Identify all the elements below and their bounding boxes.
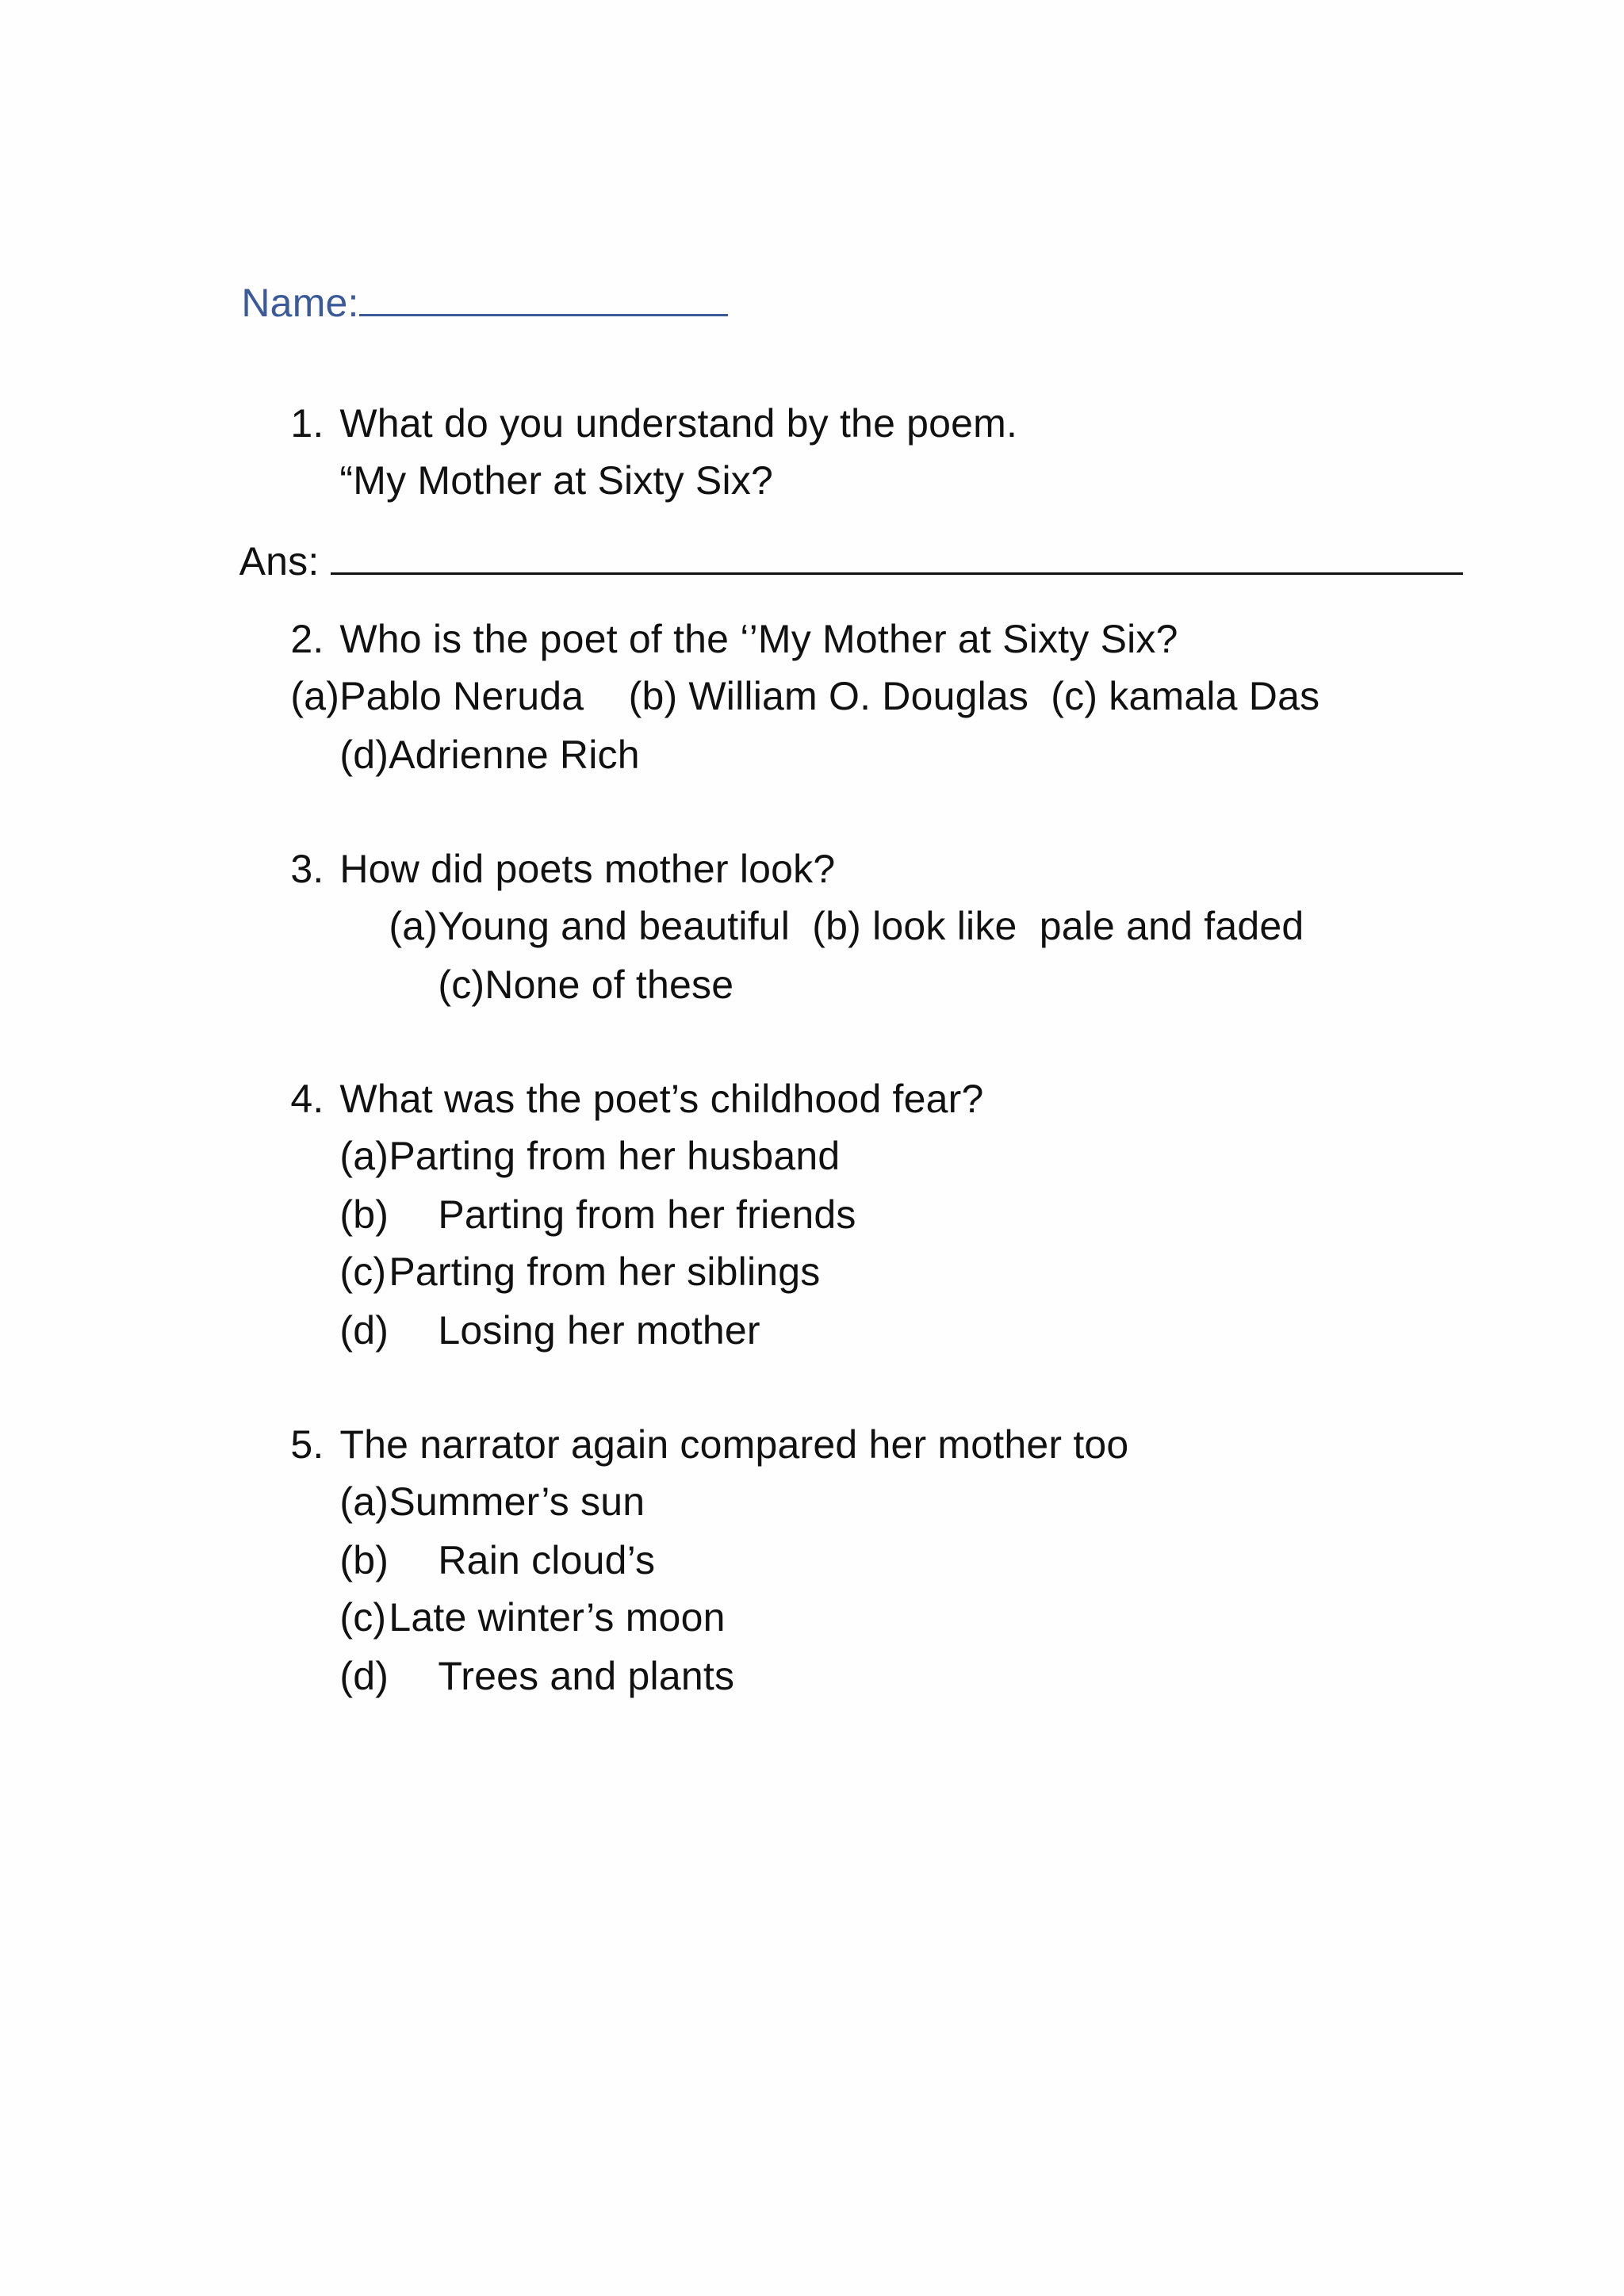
option-label: (a) (339, 1134, 389, 1178)
options-text: (c)None of these (438, 962, 734, 1007)
question-text: What was the poet’s childhood fear? (339, 1077, 984, 1121)
options-text: (a)Pablo Neruda (b) William O. Douglas (c) kamala Das (290, 674, 1320, 718)
name-blank-line[interactable] (359, 282, 728, 316)
option-text: Parting from her siblings (389, 1249, 821, 1294)
question-text: What do you understand by the poem. (339, 401, 1018, 446)
option-label: (a) (339, 1479, 389, 1524)
question-number: 5. (290, 1422, 324, 1467)
question-number: 4. (290, 1077, 324, 1121)
question-text: Who is the poet of the ‘’My Mother at Sixty Six? (339, 617, 1178, 661)
question-text: “My Mother at Sixty Six? (339, 458, 773, 503)
options-text: (d)Adrienne Rich (339, 733, 640, 777)
question-text: The narrator again compared her mother too (339, 1422, 1129, 1467)
option-label: (c) (339, 1249, 387, 1294)
options-text: (a)Young and beautiful (b) look like pale and faded (389, 904, 1304, 948)
option-text: Parting from her friends (438, 1192, 856, 1237)
question-number: 1. (290, 401, 324, 446)
option-label: (b) (339, 1538, 389, 1582)
option-text: Trees and plants (438, 1654, 735, 1698)
option-text: Losing her mother (438, 1308, 760, 1353)
option-text: Rain cloud’s (438, 1538, 656, 1582)
name-label: Name: (241, 281, 359, 325)
option-text: Parting from her husband (389, 1134, 841, 1178)
option-text: Summer’s sun (389, 1479, 645, 1524)
option-label: (b) (339, 1192, 389, 1237)
option-label: (d) (339, 1308, 389, 1353)
option-label: (c) (339, 1595, 387, 1640)
option-label: (d) (339, 1654, 389, 1698)
option-d (295, 1605, 734, 1747)
option-text: Late winter’s moon (389, 1595, 726, 1640)
question-number: 2. (290, 617, 324, 661)
question-number: 3. (290, 847, 324, 891)
question-text: How did poets mother look? (339, 847, 836, 891)
answer-label: Ans: (239, 539, 320, 584)
